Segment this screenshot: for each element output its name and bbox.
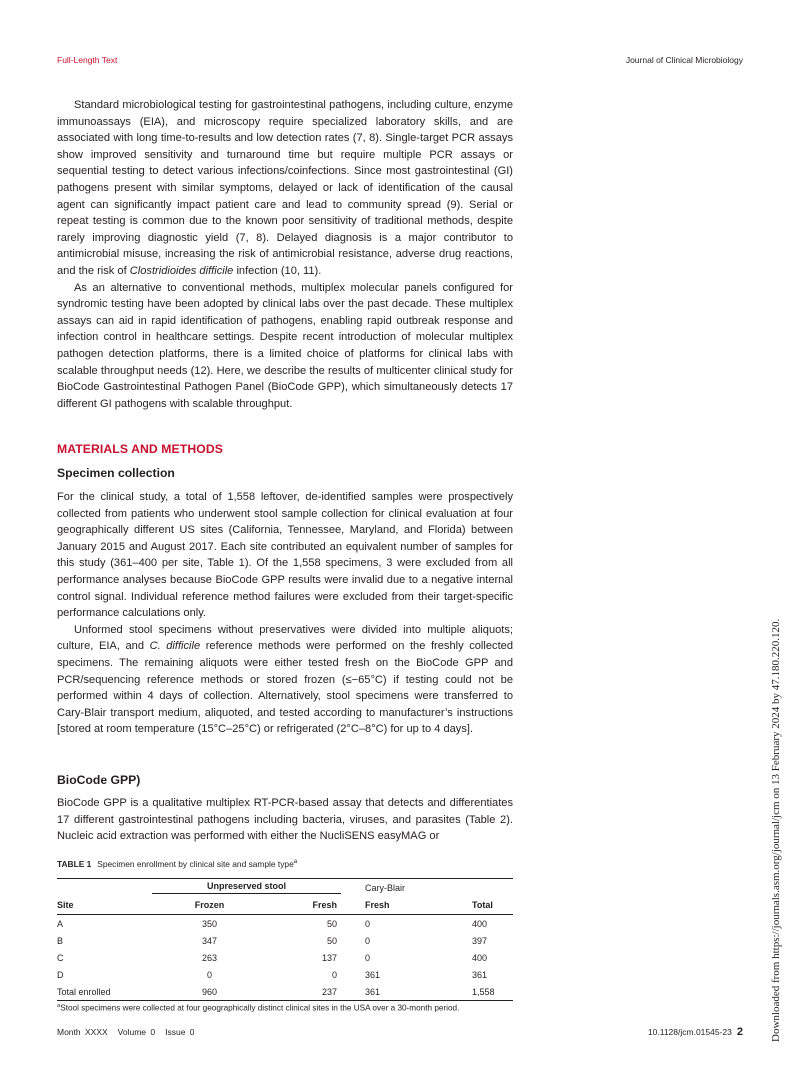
biocode-gpp-heading: BioCode GPP) <box>57 773 141 787</box>
biocode-paragraph-1: BioCode GPP is a qualitative multiplex RT-PCR-based assay that detects and differentiates 17 different gastrointestinal pathogens including bacteria, viruses, and parasites (Table 2). Nucleic acid extraction was performed with either the NucliSENS easyMAG or <box>57 797 513 843</box>
table1-col-frozen: Frozen <box>152 896 267 915</box>
table1-empty-cell <box>460 879 513 897</box>
table1-cell-fresh: 50 <box>326 918 337 929</box>
intro-p1-text: Standard microbiological testing for gastrointestinal pathogens, including culture, enzyme immunoassays (EIA), and microscopy require specialized laboratory skills, and are associated with long time-to-results and low detection rates (7, 8). Single-target PCR assays show improved sensitivity and turnaround time but require multiple PCR assays or sequential testing to detect various infections/coinfections. Since most gastrointestinal (GI) pathogens present with similar symptoms, delayed or lack of identification of the causal agent can significantly impact patient care and lead to community spread (9). Serial or repeat testing is common due to the known poor sensitivity of traditional methods, despite rarely improving diagnostic yield (7, 8). Delayed diagnosis is a major contributor to antimicrobial misuse, increasing the risk of antimicrobial resistance, adverse drug reactions, and the risk of <box>57 99 513 277</box>
table1-footnote-text: Stool specimens were collected at four geographically distinct clinical sites in the USA over a 30-month period. <box>60 1003 460 1013</box>
table1-group-header-row <box>57 879 513 897</box>
running-header-section: Full-Length Text <box>57 55 118 65</box>
footer-issue-info <box>57 1027 205 1037</box>
table1-caption <box>57 859 513 869</box>
table1-label[interactable]: TABLE 1 <box>57 859 92 869</box>
table1-col-caryblair-fresh: Fresh <box>341 896 460 915</box>
table1-cell-site: B <box>57 935 64 946</box>
page-number: 2 <box>736 1026 743 1038</box>
table1-cell-caryblair: 361 <box>365 969 381 980</box>
table1-group-caryblair: Cary-Blair <box>341 879 460 897</box>
table1-cell-total: 400 <box>472 952 488 963</box>
organism-name: Clostridioides difficile <box>129 264 234 277</box>
table1-cell-frozen: 0 <box>206 969 212 980</box>
biocode-heading-block <box>57 773 513 787</box>
table1-cell-site: C <box>57 952 64 963</box>
table-row <box>57 949 513 966</box>
table-row <box>57 966 513 983</box>
intro-section <box>57 97 513 412</box>
table1-cell-frozen: 347 <box>201 935 218 946</box>
organism-name-cdiff: C. difficile <box>149 640 201 653</box>
intro-paragraph-1 <box>57 97 513 280</box>
table1-col-total: Total <box>460 896 513 915</box>
biocode-section <box>57 795 513 845</box>
specimen-p2-text: Unformed stool specimens without preservatives were divided into multiple aliquots; culture, EIA, and <box>57 623 513 653</box>
table1-cell-caryblair: 0 <box>365 935 371 946</box>
table1-cell-frozen: 263 <box>201 952 218 963</box>
footer-doi-block <box>648 1026 743 1038</box>
table1-cell-caryblair: 0 <box>365 952 371 963</box>
specimen-paragraph-1: For the clinical study, a total of 1,558 leftover, de-identified samples were prospectively collected from patients who underwent stool sample collection for clinical evaluation at four geographically different US sites (California, Tennessee, Maryland, and Florida) between January 2015 and August 2017. Each site contributed an equivalent number of samples for this study (361–400 per site, Table 1). Of the 1,558 specimens, 3 were excluded from all performance analyses because BioCode GPP results were invalid due to a negative internal control signal. Individual reference method failures were excluded from their target-specific performance calculations only. <box>57 491 513 620</box>
table1-cell-total: 361 <box>472 969 488 980</box>
table1-footnote-mark: a <box>57 1003 61 1009</box>
table1-footnote <box>57 1003 513 1013</box>
table1-cell-caryblair: 361 <box>341 983 460 1001</box>
footer-issue: Issue 0 <box>165 1027 195 1037</box>
table1-cell-fresh: 0 <box>331 969 337 980</box>
table1-caption-mark[interactable]: a <box>293 859 298 866</box>
table-row <box>57 915 513 933</box>
table1-cell-site: A <box>57 918 64 929</box>
table1-empty-cell <box>57 879 152 897</box>
table1-cell-caryblair: 0 <box>365 918 371 929</box>
intro-paragraph-2: As an alternative to conventional methods, multiplex molecular panels configured for syndromic testing have been adopted by clinical labs over the past decade. These multiplex assays can aid in rapid identification of pathogens, enabling rapid outbreak response and infection control in healthcare settings. Despite recent introduction of molecular multiplex pathogen detection platforms, there is a limited choice of platforms for clinical labs with scalable throughput needs (12). Here, we describe the results of multicenter clinical study for BioCode Gastrointestinal Pathogen Panel (BioCode GPP), which simultaneously detects 17 different GI pathogens with scalable throughput. <box>57 281 513 410</box>
table1-col-fresh: Fresh <box>267 896 341 915</box>
table1-group-unpreserved: Unpreserved stool <box>152 881 341 894</box>
table1-column-header-row <box>57 896 513 915</box>
specimen-collection-heading: Specimen collection <box>57 466 175 480</box>
table1-cell-site: D <box>57 969 64 980</box>
table1-cell-frozen: 350 <box>201 918 218 929</box>
table1-cell-total: 397 <box>472 935 488 946</box>
table1-cell-total: 1,558 <box>460 983 513 1001</box>
table1-cell-fresh: 50 <box>326 935 337 946</box>
table1-cell-fresh: 137 <box>321 952 337 963</box>
table1-col-site: Site <box>57 896 152 915</box>
table1-group-unpreserved-cell <box>152 879 341 897</box>
methods-heading: MATERIALS AND METHODS <box>57 442 223 456</box>
table1-caption-text: Specimen enrollment by clinical site and sample type <box>97 859 294 869</box>
table1 <box>57 878 513 1001</box>
table1-cell-fresh: 237 <box>267 983 341 1001</box>
table-row <box>57 932 513 949</box>
running-header-journal[interactable]: Journal of Clinical Microbiology <box>625 55 743 65</box>
table-row <box>57 983 513 1001</box>
table1-cell-frozen: 960 <box>152 983 267 1001</box>
download-watermark[interactable]: Downloaded from https://journals.asm.org/journal/jcm on 13 February 2024 by 47.180.220.120. <box>770 618 782 1042</box>
footer-month: Month XXXX <box>57 1027 108 1037</box>
table1-cell-total: 400 <box>472 918 488 929</box>
specimen-paragraph-2 <box>57 622 513 738</box>
specimen-heading-block <box>57 466 513 480</box>
footer-volume: Volume 0 <box>117 1027 156 1037</box>
specimen-section <box>57 489 513 738</box>
intro-p1-end: infection (10, 11). <box>233 264 322 277</box>
methods-heading-block <box>57 442 513 456</box>
table1-cell-site: Total enrolled <box>57 983 152 1001</box>
footer-doi[interactable]: 10.1128/jcm.01545-23 <box>647 1027 732 1037</box>
specimen-p2-rest: reference methods were performed on the freshly collected specimens. The remaining aliquots were either tested fresh on the BioCode GPP and PCR/sequencing reference methods or stored frozen (≤−65°C) if testing could not be performed within 4 days of collection. Alternatively, stool specimens were transferred to Cary-Blair transport medium, aliquoted, and tested according to manufacturer’s instructions [stored at room temperature (15°C–25°C) or refrigerated (2°C–8°C) for up to 4 days]. <box>57 640 513 736</box>
